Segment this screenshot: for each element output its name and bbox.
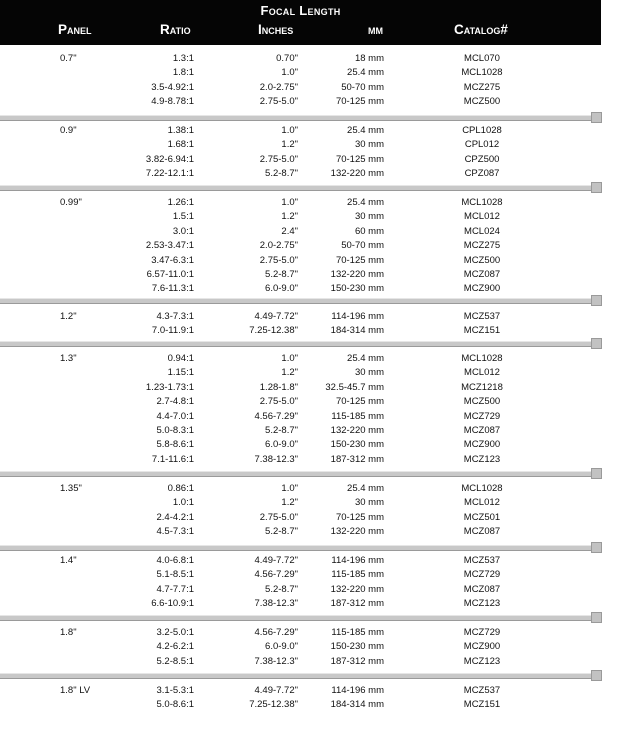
divider-end-square <box>591 182 602 193</box>
divider-end-square <box>591 295 602 306</box>
divider-end-square <box>591 468 602 479</box>
ratio-cell: 0.86:1 <box>167 483 194 494</box>
mm-cell: 187-312 mm <box>330 598 384 610</box>
catalog-cell: CPL012 <box>464 139 500 151</box>
group-divider <box>0 673 596 679</box>
ratio-cell: 5.8-8.6:1 <box>156 439 194 451</box>
inches-cell: 2.75-5.0" <box>259 96 298 108</box>
mm-cell: 184-314 mm <box>330 699 384 711</box>
catalog-cell: MCZ151 <box>463 325 501 337</box>
mm-cell: 132-220 mm <box>330 168 384 180</box>
focal-length-heading: Focal Length <box>260 3 341 18</box>
catalog-cell: MCL012 <box>464 367 500 379</box>
ratio-cell: 3.1-5.3:1 <box>156 685 194 696</box>
mm-cell: 25.4 mm <box>347 125 384 136</box>
panel-cell: 0.7" <box>60 53 77 64</box>
table-row <box>0 482 621 496</box>
inches-cell: 1.0" <box>281 483 298 494</box>
mm-cell: 18 mm <box>354 53 384 64</box>
mm-cell: 30 mm <box>354 367 384 379</box>
table-row <box>0 410 621 424</box>
ratio-cell: 1.68:1 <box>167 139 194 151</box>
ratio-cell: 3.0:1 <box>172 225 194 237</box>
catalog-cell: MCZ729 <box>463 410 501 422</box>
catalog-cell: MCL012 <box>464 211 500 223</box>
group-divider <box>0 115 596 121</box>
table-row <box>0 239 621 253</box>
catalog-cell: MCZ900 <box>463 439 501 451</box>
inches-cell: 5.2-8.7" <box>265 168 298 180</box>
catalog-cell: MCZ900 <box>463 641 501 653</box>
ratio-cell: 2.7-4.8:1 <box>156 396 194 408</box>
catalog-cell: MCZ275 <box>463 81 501 93</box>
catalog-cell: MCZ275 <box>463 240 501 252</box>
catalog-cell: CPZ500 <box>464 153 500 165</box>
mm-cell: 50-70 mm <box>341 240 384 252</box>
inches-cell: 4.49-7.72" <box>254 555 298 566</box>
mm-cell: 132-220 mm <box>330 269 384 280</box>
inches-cell: 1.0" <box>281 67 298 79</box>
ratio-cell: 1.38:1 <box>167 125 194 136</box>
table-row <box>0 66 621 80</box>
ratio-cell: 6.6-10.9:1 <box>151 598 194 610</box>
panel-cell: 1.4" <box>60 555 77 566</box>
inches-cell: 7.38-12.3" <box>254 655 298 667</box>
table-row <box>0 554 621 568</box>
mm-cell: 115-185 mm <box>331 627 384 638</box>
catalog-cell: MCZ123 <box>463 655 501 667</box>
ratio-cell: 3.82-6.94:1 <box>145 153 194 165</box>
table-row <box>0 525 621 539</box>
mm-cell: 32.5-45.7 mm <box>325 381 384 393</box>
inches-cell: 6.0-9.0" <box>265 641 298 653</box>
mm-cell: 60 mm <box>354 225 384 237</box>
inches-cell: 7.38-12.3" <box>254 453 298 465</box>
catalog-cell: MCL012 <box>464 497 500 509</box>
inches-cell: 4.49-7.72" <box>254 685 298 696</box>
table-row <box>0 124 621 138</box>
inches-cell: 0.70" <box>276 53 298 64</box>
catalog-cell: MCZ900 <box>463 283 501 295</box>
inches-cell: 4.49-7.72" <box>254 311 298 322</box>
divider-end-square <box>591 112 602 123</box>
table-row <box>0 453 621 467</box>
group-divider <box>0 615 596 621</box>
inches-column-header: Inches <box>258 22 294 37</box>
inches-cell: 4.56-7.29" <box>254 410 298 422</box>
mm-cell: 70-125 mm <box>335 254 384 266</box>
ratio-cell: 1.0:1 <box>172 497 194 509</box>
table-row <box>0 626 621 640</box>
panel-cell: 1.35" <box>60 483 82 494</box>
mm-cell: 132-220 mm <box>330 526 384 538</box>
inches-cell: 4.56-7.29" <box>254 569 298 581</box>
catalog-cell: MCZ500 <box>463 396 501 408</box>
mm-cell: 132-220 mm <box>330 583 384 595</box>
divider-end-square <box>591 612 602 623</box>
mm-cell: 70-125 mm <box>335 396 384 408</box>
inches-cell: 1.2" <box>281 211 298 223</box>
table-row <box>0 310 621 324</box>
catalog-cell: MCZ537 <box>463 685 501 696</box>
table-row <box>0 496 621 510</box>
table-row <box>0 655 621 669</box>
panel-cell: 0.9" <box>60 125 77 136</box>
divider-end-square <box>591 670 602 681</box>
inches-cell: 7.25-12.38" <box>249 699 298 711</box>
inches-cell: 1.0" <box>281 125 298 136</box>
group-divider <box>0 471 596 477</box>
panel-column-header: Panel <box>58 22 92 37</box>
inches-cell: 2.0-2.75" <box>259 240 298 252</box>
mm-cell: 115-185 mm <box>331 410 384 422</box>
catalog-column-header: Catalog# <box>454 22 508 37</box>
catalog-cell: MCL1028 <box>461 67 503 79</box>
ratio-cell: 1.15:1 <box>167 367 194 379</box>
ratio-cell: 5.0-8.6:1 <box>156 699 194 711</box>
catalog-cell: MCZ501 <box>463 511 501 523</box>
group-divider <box>0 298 596 304</box>
ratio-cell: 1.5:1 <box>172 211 194 223</box>
table-row <box>0 366 621 380</box>
inches-cell: 1.2" <box>281 497 298 509</box>
catalog-cell: CPL1028 <box>462 125 502 136</box>
ratio-cell: 1.23-1.73:1 <box>145 381 194 393</box>
catalog-cell: MCZ537 <box>463 311 501 322</box>
catalog-cell: MCL070 <box>464 53 500 64</box>
ratio-cell: 4.9-8.78:1 <box>151 96 194 108</box>
group-divider <box>0 545 596 551</box>
mm-cell: 25.4 mm <box>347 197 384 208</box>
catalog-cell: MCZ123 <box>463 598 501 610</box>
panel-cell: 1.8" <box>60 627 77 638</box>
inches-cell: 5.2-8.7" <box>265 269 298 280</box>
ratio-cell: 1.8:1 <box>172 67 194 79</box>
table-header <box>0 0 601 45</box>
ratio-cell: 7.0-11.9:1 <box>151 325 194 337</box>
table-row <box>0 381 621 395</box>
ratio-cell: 4.4-7.0:1 <box>156 410 194 422</box>
panel-cell: 0.99" <box>60 197 82 208</box>
mm-cell: 114-196 mm <box>331 685 384 696</box>
mm-cell: 132-220 mm <box>330 425 384 436</box>
table-row <box>0 684 621 698</box>
ratio-cell: 5.2-8.5:1 <box>156 655 194 667</box>
mm-cell: 184-314 mm <box>330 325 384 337</box>
ratio-cell: 4.0-6.8:1 <box>156 555 194 566</box>
inches-cell: 7.38-12.3" <box>254 598 298 610</box>
ratio-cell: 4.2-6.2:1 <box>156 641 194 653</box>
table-row <box>0 324 621 338</box>
inches-cell: 6.0-9.0" <box>265 283 298 295</box>
catalog-cell: MCL1028 <box>461 197 503 208</box>
inches-cell: 5.2-8.7" <box>265 583 298 595</box>
panel-cell: 1.8" LV <box>60 685 91 696</box>
ratio-cell: 4.7-7.7:1 <box>156 583 194 595</box>
divider-end-square <box>591 542 602 553</box>
ratio-column-header: Ratio <box>160 22 191 37</box>
ratio-cell: 3.5-4.92:1 <box>151 81 194 93</box>
catalog-cell: MCZ500 <box>463 254 501 266</box>
ratio-cell: 5.1-8.5:1 <box>156 569 194 581</box>
mm-cell: 25.4 mm <box>347 353 384 364</box>
table-row <box>0 81 621 95</box>
mm-cell: 187-312 mm <box>330 453 384 465</box>
mm-cell: 114-196 mm <box>331 555 384 566</box>
table-row <box>0 52 621 66</box>
panel-cell: 1.3" <box>60 353 77 364</box>
table-row <box>0 640 621 654</box>
mm-cell: 70-125 mm <box>335 96 384 108</box>
table-row <box>0 568 621 582</box>
panel-cell: 1.2" <box>60 311 77 322</box>
mm-cell: 150-230 mm <box>330 283 384 295</box>
table-row <box>0 210 621 224</box>
catalog-cell: MCZ087 <box>463 269 501 280</box>
mm-cell: 25.4 mm <box>347 483 384 494</box>
table-row <box>0 395 621 409</box>
table-row <box>0 95 621 109</box>
catalog-cell: MCZ729 <box>463 627 501 638</box>
group-divider <box>0 341 596 347</box>
divider-end-square <box>591 338 602 349</box>
mm-cell: 70-125 mm <box>335 153 384 165</box>
table-row <box>0 424 621 438</box>
catalog-cell: MCZ537 <box>463 555 501 566</box>
mm-cell: 25.4 mm <box>347 67 384 79</box>
catalog-cell: MCZ729 <box>463 569 501 581</box>
table-row <box>0 597 621 611</box>
table-row <box>0 282 621 296</box>
inches-cell: 2.4" <box>281 225 298 237</box>
table-row <box>0 167 621 181</box>
ratio-cell: 1.3:1 <box>172 53 194 64</box>
inches-cell: 5.2-8.7" <box>265 425 298 436</box>
mm-cell: 150-230 mm <box>330 439 384 451</box>
table-row <box>0 698 621 712</box>
ratio-cell: 4.3-7.3:1 <box>156 311 194 322</box>
inches-cell: 6.0-9.0" <box>265 439 298 451</box>
mm-cell: 114-196 mm <box>331 311 384 322</box>
inches-cell: 7.25-12.38" <box>249 325 298 337</box>
inches-cell: 2.75-5.0" <box>259 396 298 408</box>
table-row <box>0 254 621 268</box>
catalog-cell: MCZ151 <box>463 699 501 711</box>
ratio-cell: 3.2-5.0:1 <box>156 627 194 638</box>
ratio-cell: 2.4-4.2:1 <box>156 511 194 523</box>
mm-cell: 115-185 mm <box>331 569 384 581</box>
inches-cell: 1.2" <box>281 139 298 151</box>
catalog-cell: MCZ087 <box>463 425 501 436</box>
inches-cell: 2.75-5.0" <box>259 254 298 266</box>
ratio-cell: 7.22-12.1:1 <box>145 168 194 180</box>
table-row <box>0 438 621 452</box>
inches-cell: 1.28-1.8" <box>259 381 298 393</box>
table-row <box>0 225 621 239</box>
catalog-cell: MCZ123 <box>463 453 501 465</box>
ratio-cell: 2.53-3.47:1 <box>145 240 194 252</box>
ratio-cell: 0.94:1 <box>167 353 194 364</box>
catalog-cell: MCZ087 <box>463 526 501 538</box>
table-row <box>0 352 621 366</box>
inches-cell: 2.75-5.0" <box>259 511 298 523</box>
mm-cell: 187-312 mm <box>330 655 384 667</box>
mm-cell: 30 mm <box>354 497 384 509</box>
catalog-cell: MCL024 <box>464 225 500 237</box>
table-row <box>0 511 621 525</box>
ratio-cell: 7.6-11.3:1 <box>151 283 194 295</box>
ratio-cell: 1.26:1 <box>167 197 194 208</box>
catalog-cell: CPZ087 <box>464 168 500 180</box>
inches-cell: 1.0" <box>281 353 298 364</box>
table-row <box>0 583 621 597</box>
table-row <box>0 268 621 282</box>
ratio-cell: 5.0-8.3:1 <box>156 425 194 436</box>
mm-cell: 30 mm <box>354 139 384 151</box>
table-row <box>0 153 621 167</box>
inches-cell: 1.0" <box>281 197 298 208</box>
catalog-cell: MCZ500 <box>463 96 501 108</box>
inches-cell: 2.0-2.75" <box>259 81 298 93</box>
catalog-cell: MCL1028 <box>461 353 503 364</box>
catalog-cell: MCZ087 <box>463 583 501 595</box>
ratio-cell: 3.47-6.3:1 <box>151 254 194 266</box>
inches-cell: 5.2-8.7" <box>265 526 298 538</box>
mm-cell: 150-230 mm <box>330 641 384 653</box>
mm-column-header: mm <box>368 22 383 37</box>
group-divider <box>0 185 596 191</box>
ratio-cell: 7.1-11.6:1 <box>151 453 194 465</box>
inches-cell: 2.75-5.0" <box>259 153 298 165</box>
inches-cell: 1.2" <box>281 367 298 379</box>
ratio-cell: 6.57-11.0:1 <box>146 269 194 280</box>
inches-cell: 4.56-7.29" <box>254 627 298 638</box>
mm-cell: 50-70 mm <box>341 81 384 93</box>
catalog-cell: MCZ1218 <box>461 381 503 393</box>
catalog-cell: MCL1028 <box>461 483 503 494</box>
mm-cell: 30 mm <box>354 211 384 223</box>
table-row <box>0 196 621 210</box>
ratio-cell: 4.5-7.3:1 <box>156 526 194 538</box>
mm-cell: 70-125 mm <box>335 511 384 523</box>
table-row <box>0 138 621 152</box>
